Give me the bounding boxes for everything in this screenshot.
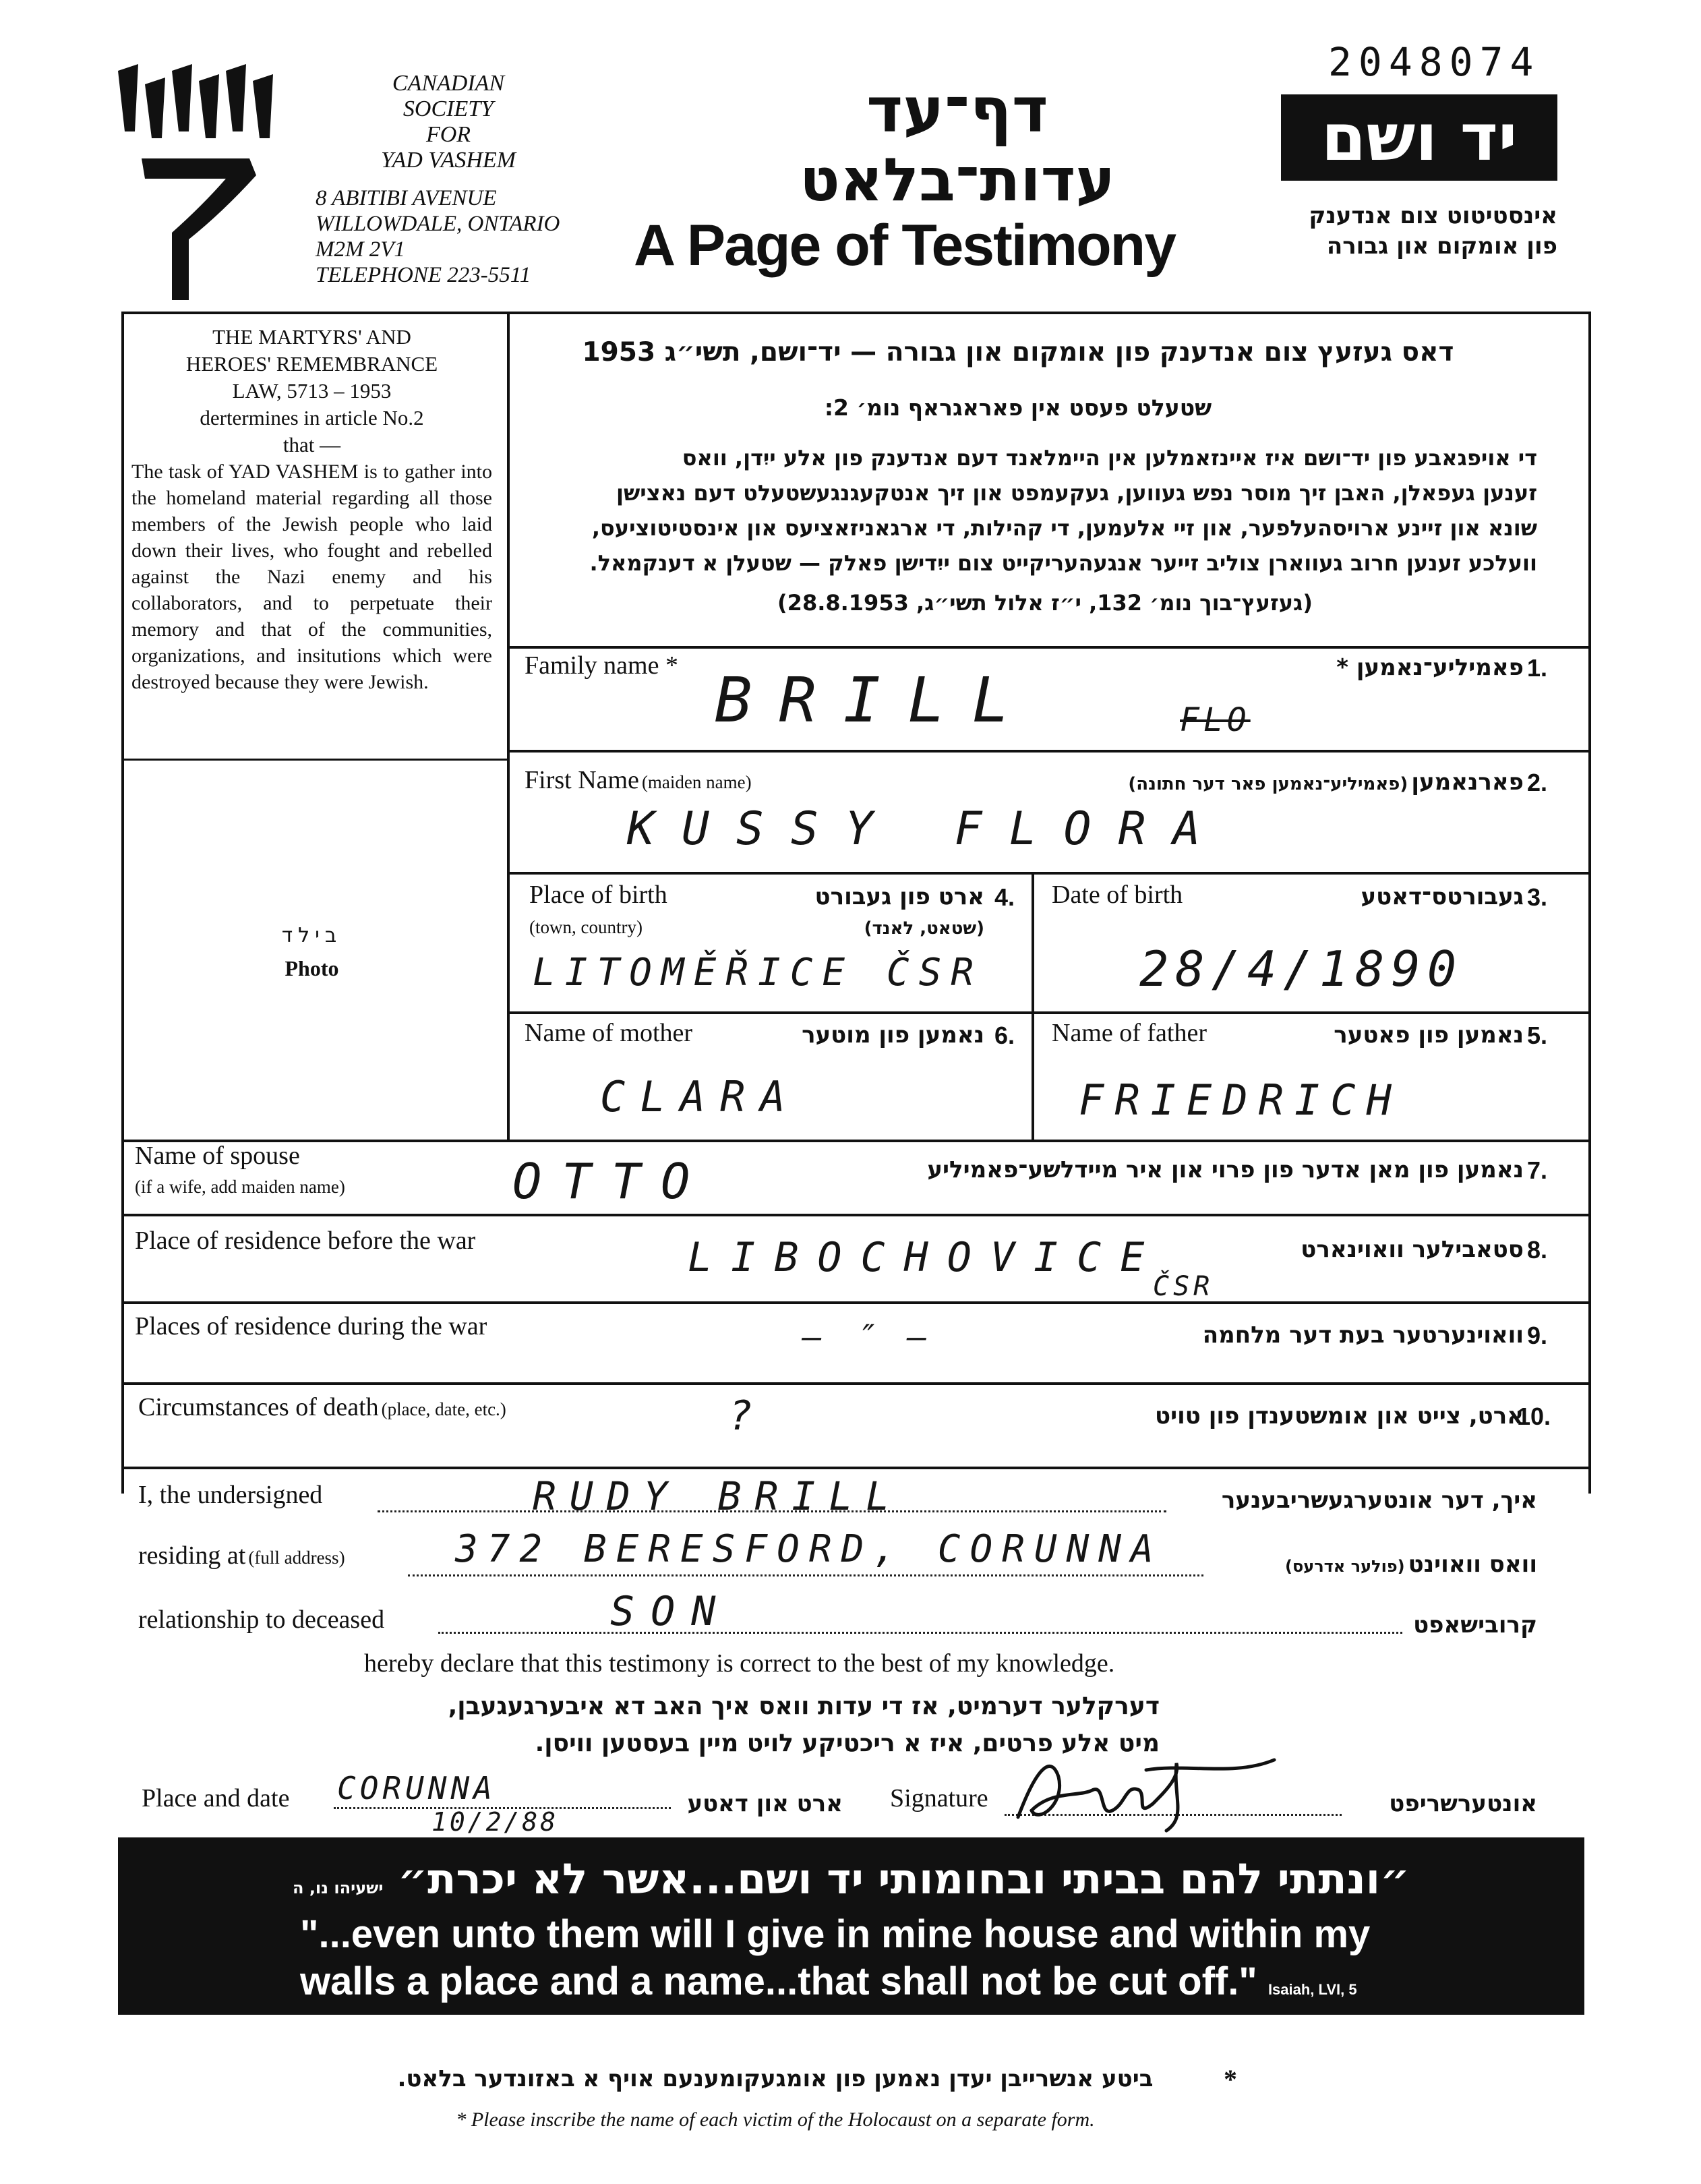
place-date-label: Place and date [142, 1784, 290, 1812]
place-of-birth-value: LITOMĚŘICE ČSR [533, 951, 984, 995]
father-name-value: FRIEDRICH [1079, 1075, 1402, 1125]
relationship-value: SON [610, 1588, 732, 1635]
circumstances-of-death-label [138, 1392, 506, 1422]
society-line: YAD VASHEM [380, 148, 516, 173]
family-name-value: BRILL [715, 664, 1036, 736]
footer-english: * Please inscribe the name of each victim of the Holocaust on a separate form. [456, 2108, 1095, 2131]
undersigned-label: I, the undersigned [138, 1481, 323, 1509]
law-yiddish-title: דאס געזעץ צום אנדענק פון אומקום און גבורה — יד־ושם, תשי״ג 1953 [582, 337, 1454, 367]
circumstances-of-death-label-text: Circumstances of death [138, 1393, 379, 1421]
frame-line [121, 1382, 1591, 1385]
field-number: 10. [1517, 1403, 1551, 1430]
frame-line [121, 1467, 1591, 1469]
place-of-birth-note-yiddish: (שטאט, לאנד) [864, 918, 984, 939]
residence-during-war-label: Places of residence during the war [135, 1312, 487, 1340]
signature-label-yiddish: אונטערשריפט [1389, 1790, 1537, 1817]
society-line: FOR [425, 122, 471, 147]
address-line: WILLOWDALE, ONTARIO [316, 212, 560, 236]
field-number: 8. [1527, 1236, 1548, 1264]
field-number: 4. [994, 883, 1015, 911]
circumstances-of-death-value: ? [728, 1392, 780, 1440]
place-value: CORUNNA [337, 1770, 496, 1806]
residence-before-war-label: Place of residence before the war [135, 1227, 476, 1255]
law-heading-line: HEROES' REMEMBRANCE [185, 352, 438, 376]
spouse-name-label: Name of spouse [135, 1142, 300, 1170]
residing-label [138, 1541, 345, 1570]
declaration-yiddish: מיט אלע פרטים, איז א ריכטיקע לויט מיין בעסטען וויסן. [535, 1730, 1160, 1757]
signature-mark [1011, 1750, 1281, 1837]
banner-quote-source: Isaiah, LVI, 5 [1267, 1981, 1357, 1998]
residence-during-war-label-yiddish: וואוינערטער בעת דער מלחמה [1202, 1322, 1524, 1349]
law-text-english [131, 324, 492, 695]
banner-quote-line [300, 1959, 1581, 2004]
undersigned-value: RUDY BRILL [533, 1473, 903, 1519]
society-address [316, 185, 599, 288]
title-yiddish-2: עדות־בלאט [800, 145, 1115, 214]
law-yiddish-line: זענען געפאלן, האבן זיך מוסר נפש געווען, געקעמפט און זיך אנטקעגנגעשטעלט דעם נאצישן [616, 480, 1537, 506]
mother-name-label-yiddish: נאמען פון מוטער [802, 1022, 984, 1049]
relationship-label: relationship to deceased [138, 1605, 385, 1634]
footer-yiddish: ביטע אנשרייבן יעדן נאמען פון אומגעקומענעם אויף א באזונדער בלאט. [397, 2065, 1154, 2092]
residing-label-yiddish-text: וואס וואוינט [1408, 1551, 1537, 1578]
frame-line [507, 750, 1591, 752]
isaiah-quote-banner [118, 1837, 1584, 2015]
field-number: 7. [1527, 1156, 1548, 1184]
first-name-label-yiddish [964, 769, 1524, 796]
footer-star: * [1224, 2064, 1237, 2094]
frame-line [507, 1011, 1591, 1014]
photo-label-yiddish: בילד [281, 924, 342, 947]
spouse-name-label-yiddish: נאמען פון מאן אדער פון פרוי און איר מיידלשע־פאמיליע [927, 1156, 1524, 1183]
declaration-english: hereby declare that this testimony is correct to the best of my knowledge. [364, 1649, 1115, 1678]
title-yiddish-1: דף־עד [866, 74, 1048, 146]
circumstances-of-death-label-note: (place, date, etc.) [381, 1399, 506, 1419]
place-of-birth-label: Place of birth [529, 881, 667, 909]
field-number: 5. [1527, 1022, 1548, 1049]
family-name-crossed-out: FLO [1180, 701, 1251, 739]
yad-vashem-logo: יד ושם [1281, 94, 1557, 181]
mother-name-label: Name of mother [525, 1019, 693, 1047]
banner-hebrew-text: ״ונתתי להם בביתי ובחומותי יד ושם...אשר לא יכרת״ [398, 1854, 1410, 1903]
frame-line [121, 312, 1591, 314]
address-line: M2M 2V1 [316, 237, 405, 262]
address-line: 8 ABITIBI AVENUE [316, 186, 497, 210]
address-line: TELEPHONE 223-5511 [316, 263, 531, 287]
frame-line [121, 1140, 1591, 1142]
place-of-birth-note: (town, country) [529, 917, 643, 937]
frame-line [507, 646, 1591, 649]
field-number: 9. [1527, 1322, 1548, 1349]
residence-before-war-label-yiddish: סטאבילער וואוינארט [1301, 1236, 1524, 1263]
banner-hebrew-ref: ישעיהו נו, ה [292, 1879, 384, 1897]
banner-quote-text: walls a place and a name...that shall not be cut off." [300, 1959, 1257, 2003]
frame-line [1588, 1140, 1591, 1494]
banner-hebrew [118, 1854, 1584, 1903]
field-number: 1. [1527, 654, 1548, 682]
residence-before-war-value: LIBOCHOVICE [688, 1234, 1164, 1281]
family-name-label-yiddish: פאמיליע־נאמען * [1336, 654, 1524, 681]
law-yiddish-line: וועלכע זענען חרוב געווארן צוליב זייער אנגעהעריקייט צום ייִדישן פאלק — שטעלן א דענקמאל. [589, 550, 1537, 576]
page-title: A Page of Testimony [634, 213, 1176, 278]
date-of-birth-label: Date of birth [1052, 881, 1183, 909]
circumstances-of-death-label-yiddish: ארט, צייט און אומשטענדן פון טויט [1154, 1403, 1524, 1429]
frame-line [507, 872, 1591, 875]
spouse-name-note: (if a wife, add maiden name) [135, 1177, 345, 1197]
frame-line [121, 759, 508, 761]
law-yiddish-line: שונא און זיינע ארויסהעלפער, און זיי אלעמען, די קהילות, די ארגאניזאציעס און אינסטיטוציעס, [591, 515, 1537, 541]
law-yiddish-citation: (געזעץ־בוך נומ׳ 132, י״ז אלול תשי״ג, 28.8.1953) [777, 590, 1313, 616]
spouse-name-value: OTTO [512, 1153, 711, 1210]
date-value: 10/2/88 [431, 1807, 559, 1837]
law-heading-line: LAW, 5713 – 1953 [232, 379, 392, 403]
law-that: that — [282, 433, 341, 456]
frame-line [121, 1140, 124, 1494]
residing-label-note: (full address) [248, 1547, 345, 1568]
society-line: CANADIAN [392, 71, 505, 96]
father-name-label: Name of father [1052, 1019, 1207, 1047]
frame-line [507, 312, 510, 1141]
menorah-logo-icon [115, 64, 276, 307]
law-task: The task of YAD VASHEM is to gather into the homeland material regarding all those members of the Jewish people who laid down their lives, who fought and rebelled against the Nazi enemy and his collaborators, and to perpetuate their memory and that of the communities, organizations, and insitutions which were destroyed because they were Jewish. [131, 461, 492, 693]
first-name-label-yiddish-note: (פאמיליע־נאמען פאר דער חתונה) [1128, 774, 1408, 794]
relationship-line [438, 1632, 1402, 1634]
mother-name-value: CLARA [600, 1072, 800, 1121]
father-name-label-yiddish: נאמען פון פאטער [1334, 1022, 1524, 1049]
frame-line [121, 312, 124, 1141]
banner-quote-line: "...even unto them will I give in mine house and within my [300, 1912, 1371, 1956]
residing-label-yiddish-note: (פולער אדרעס) [1284, 1557, 1405, 1576]
undersigned-label-yiddish: איך, דער אונטערגעשריבענער [1221, 1487, 1537, 1514]
law-yiddish-subtitle: שטעלט פעסט אין פאראגראף נומ׳ 2: [824, 394, 1212, 421]
serial-number: 2048074 [1328, 39, 1541, 85]
frame-line [1032, 872, 1034, 1142]
frame-line [121, 1301, 1591, 1304]
field-number: 3. [1527, 883, 1548, 911]
first-name-label [525, 765, 752, 795]
residing-value: 372 BERESFORD, CORUNNA [455, 1527, 1163, 1571]
signature-label: Signature [890, 1784, 988, 1812]
first-name-label-yiddish-text: פארנאמען [1411, 769, 1524, 796]
date-of-birth-label-yiddish: געבורטס־דאטע [1361, 883, 1524, 910]
institute-line: פון אומקום און גבורה [1326, 233, 1557, 260]
declaration-yiddish: דערקלער דערמיט, אז די עדות וואס איך האב דא איבערגעגעבן, [448, 1692, 1160, 1720]
family-name-label: Family name * [525, 651, 678, 680]
first-name-value: KUSSY FLORA [627, 802, 1228, 856]
residence-during-war-value: – ″ – [802, 1318, 934, 1356]
field-number: 6. [994, 1022, 1015, 1049]
society-name [327, 71, 570, 173]
residing-label-text: residing at [138, 1541, 246, 1570]
law-yiddish-line: די אויפגאבע פון יד־ושם איז איינזאמלען אין היימלאנד דעם אנדענק פון אלע ייִדן, וואס [682, 445, 1537, 471]
field-number: 2. [1527, 769, 1548, 796]
relationship-label-yiddish: קרובישאפט [1413, 1612, 1537, 1639]
law-heading-line: THE MARTYRS' AND [212, 325, 411, 349]
first-name-label-note: (maiden name) [641, 772, 752, 792]
institute-line: אינסטיטוט צום אנדענק [1309, 202, 1557, 229]
frame-line [121, 1214, 1591, 1216]
date-of-birth-value: 28/4/1890 [1139, 941, 1464, 997]
society-line: SOCIETY [402, 96, 494, 121]
place-of-birth-label-yiddish: ארט פון געבורט [814, 883, 984, 910]
frame-line [1588, 312, 1591, 1151]
first-name-label-text: First Name [525, 766, 639, 794]
place-date-label-yiddish: ארט און דאטע [687, 1790, 843, 1817]
residing-line [408, 1574, 1203, 1576]
residing-label-yiddish [1207, 1551, 1537, 1578]
photo-label: Photo [285, 956, 339, 980]
residence-before-war-country: ČSR [1153, 1271, 1214, 1302]
law-determines: dertermines in article No.2 [200, 406, 424, 430]
